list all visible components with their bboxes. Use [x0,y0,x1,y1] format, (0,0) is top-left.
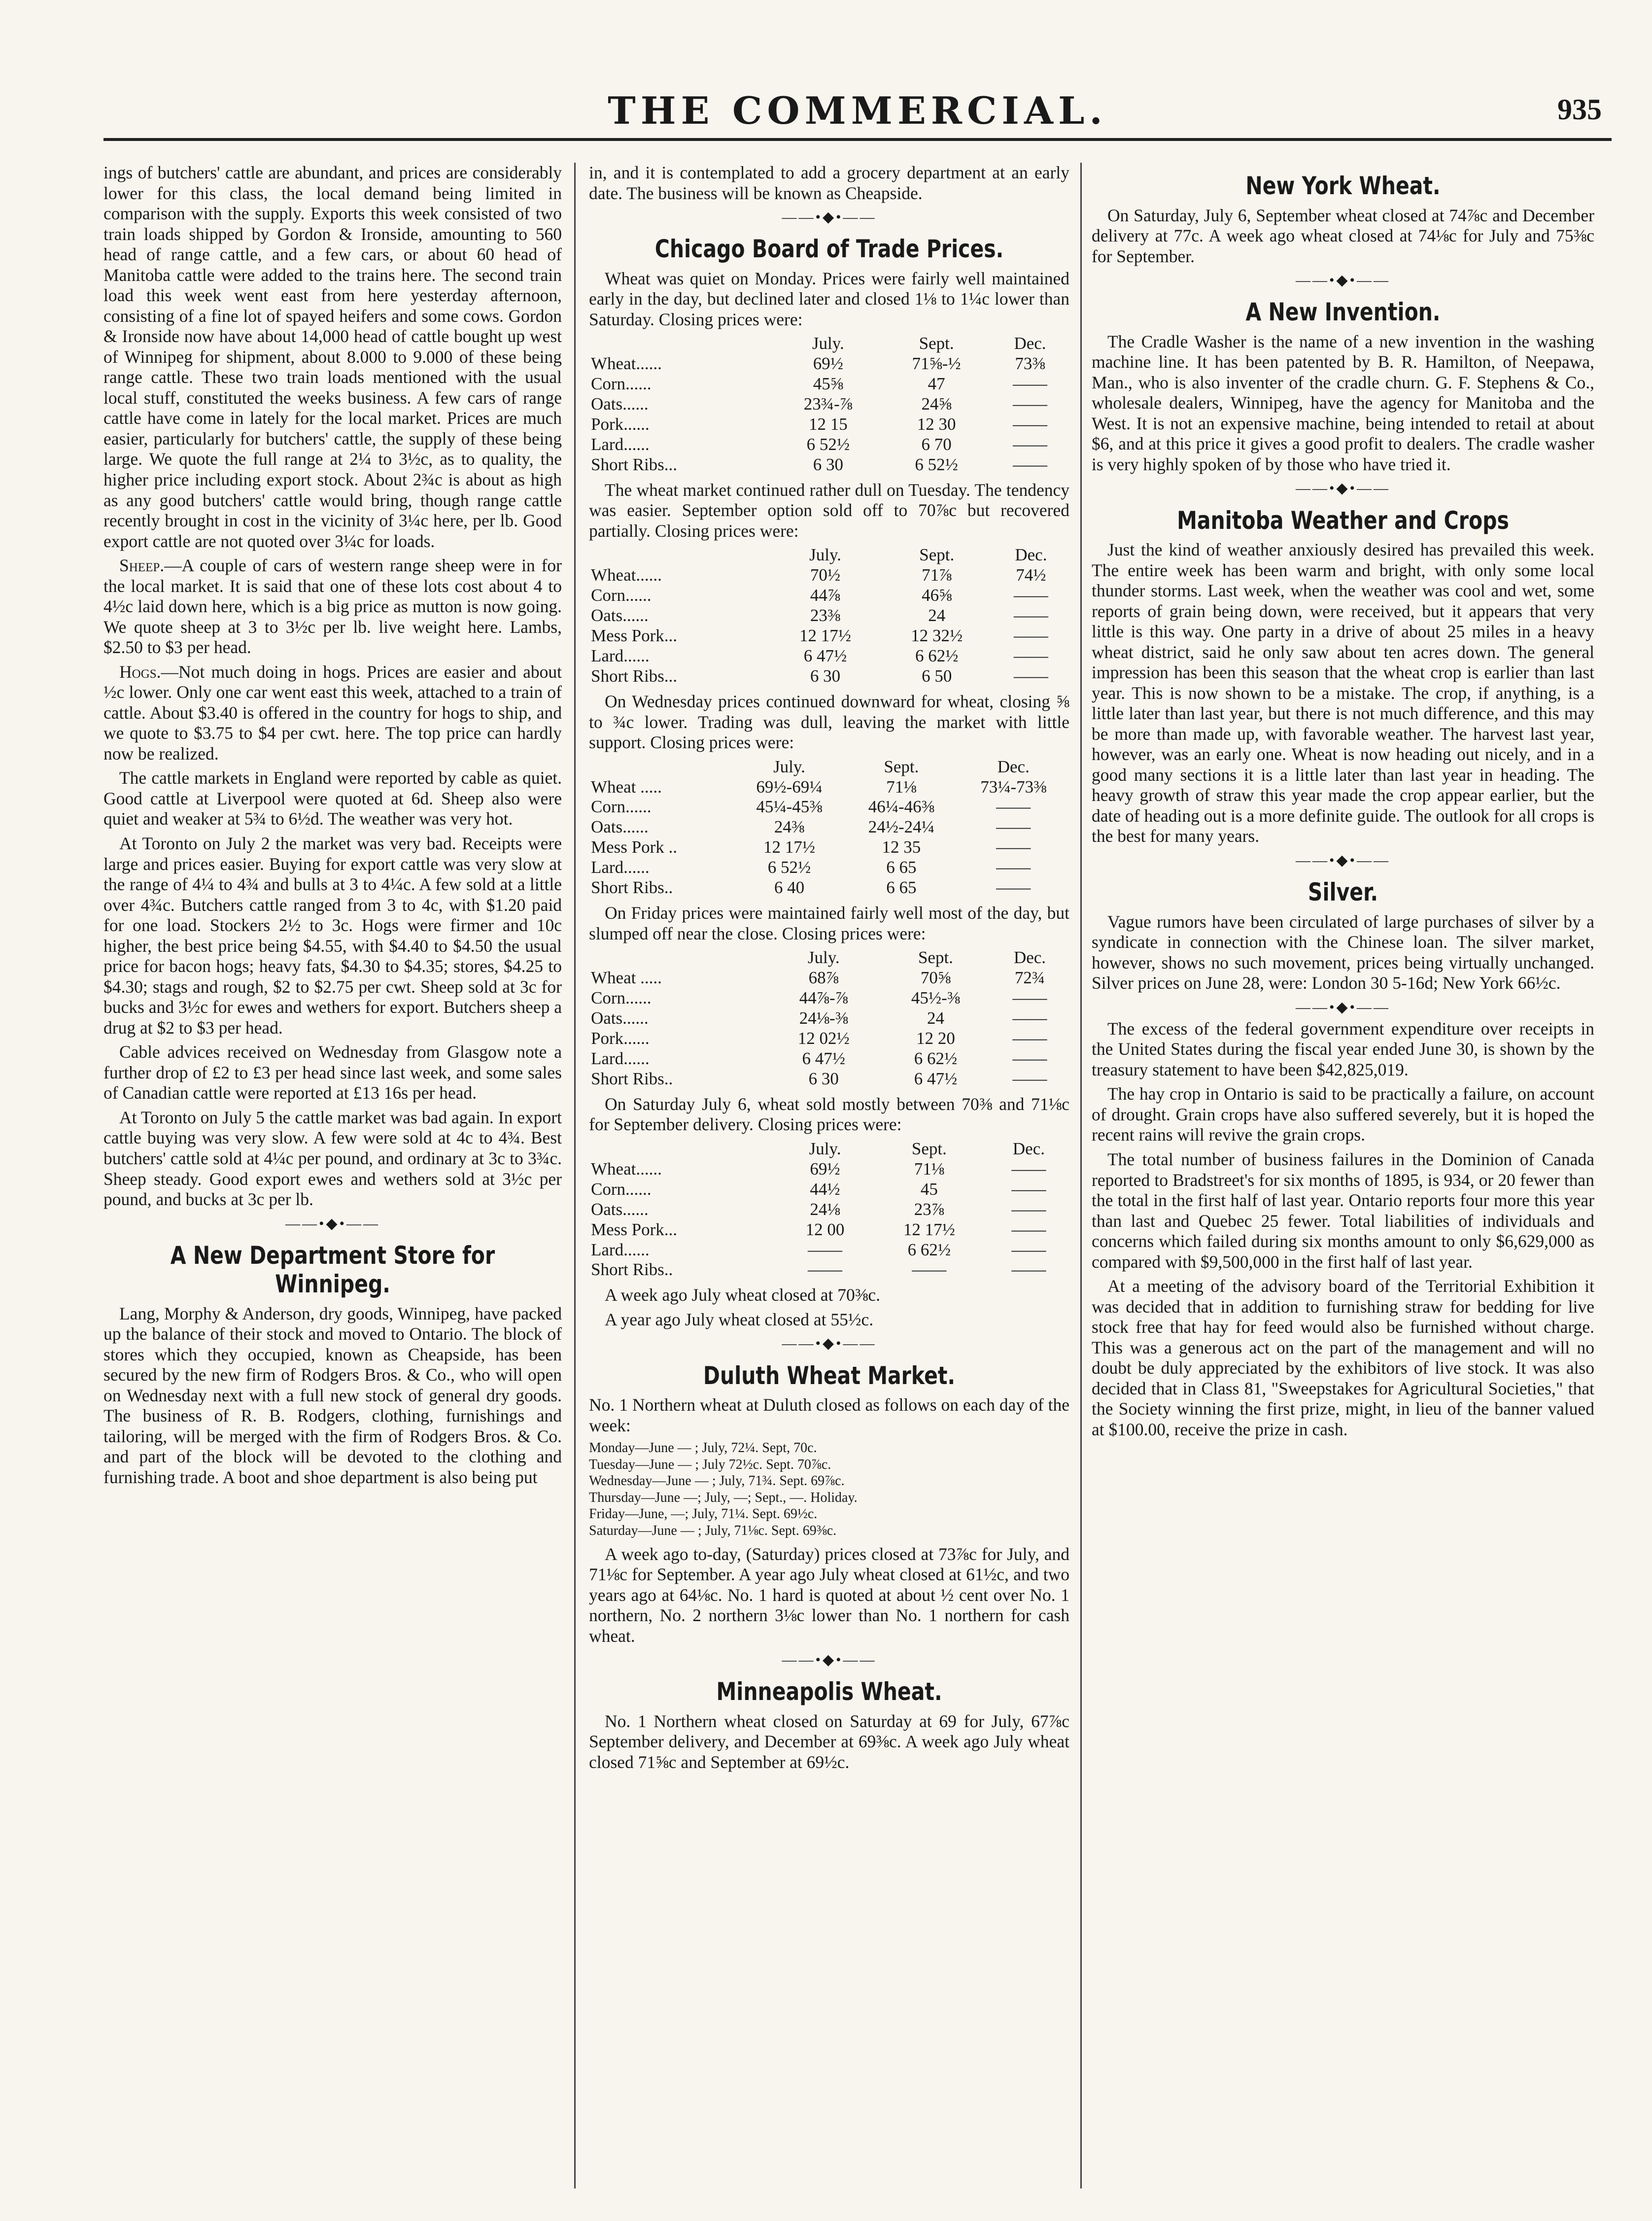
price-cell: 12 32½ [911,626,963,646]
ornament-divider: ——•◆•—— [1295,999,1391,1015]
cattle-paragraph: ings of butchers' cattle are abundant, and prices are considerably lower for this class, the local demand being limited in comparison with the supply. Exports this week consisted of two train loads shipped by Gordon & Ironside, amounting to 560 head of range cattle, and a few cars, or about 60 head of Manitoba cattle were added to the trains here. The second train load this week went east from here yesterday afternoon, consisting of a fine lot of spayed heifers and some cows. Gordon & Ironside now have about 14,000 head of cattle bought up west of Winnipeg for shipment, about 8.000 to 9.000 of these being range cattle. These two train loads mentioned with the usual local stuff, constituted the weeks business. A few cars of range cattle have come in lately for the local market. Prices are much easier, particularly for butchers' cattle, the supply of these being large. We quote the full range at 2¼ to 3½c, as to quality, the higher price including export stock. About 2¾c is about as high as any good butchers' cattle would bring, though range cattle recently brought in cost in the vicinity of 3¼c here, per lb. Good export cattle are not quoted over 3¼c for loads. [103,163,562,551]
price-cell: 6 30 [808,1069,839,1088]
price-cell: 24⅜ [774,817,805,837]
price-cell: 12 17½ [799,626,852,646]
price-cell: 12 20 [916,1028,955,1048]
column-header: Dec. [1015,545,1047,565]
price-cell: 23⅞ [914,1199,944,1219]
table-row [589,1008,1069,1029]
failures-paragraph: The total number of business failures in the Dominion of Canada reported to Bradstreet's for six months of 1895, is 934, or 20 fewer than the total in the first half of last year. Ontario reports four more this year than last and Quebec 25 fewer. Total liabilities of individuals and concerns which failed during six months amount to only $6,629,000 as compared with $9,500,000 in the first half of last year. [1092,1149,1594,1272]
england-paragraph: The cattle markets in England were reported by cable as quiet. Good cattle at Liverpool were quoted at 6d. Sheep also were quiet and weaker at 5¾ to 6½d. The weather was very hot. [103,768,562,829]
ornament-divider: ——•◆•—— [1295,852,1391,868]
column-header: Sept. [919,334,954,353]
duluth-day: Wednesday—June — ; July, 71¾. Sept. 69⅞c. [589,1473,845,1489]
column-header: Sept. [919,545,955,565]
price-cell: 6 62½ [907,1240,951,1259]
exhibition-paragraph: At a meeting of the advisory board of the Territorial Exhibition it was decided that in addition to furnishing straw for bedding for live stock free that hay for feed would also be furnished without charge. This was a generous act on the part of the management and will no doubt be duly appreciated by the exhibitors of live stock. It was also decided that in Class 81, "Sweepstakes for Agricultural Societies," that the Society winning the first prize, might, in lieu of the banner valued at $100.00, receive the prize in cash. [1092,1276,1594,1439]
table-row [589,1240,1069,1260]
price-cell: 12 00 [805,1219,845,1239]
commodity-cell: Pork...... [591,1028,650,1048]
table-row [589,1159,1069,1180]
table-row [589,565,1069,586]
price-cell: 73¼-73⅜ [980,777,1047,797]
price-cell: —— [1011,1179,1046,1199]
price-cell: 69½ [813,354,843,374]
commodity-cell: Mess Pork .. [591,837,678,857]
duluth-day: Thursday—June —; July, —; Sept., —. Holiday. [589,1490,858,1505]
price-table-saturday [589,1139,1069,1281]
price-cell: 12 02½ [797,1028,850,1048]
price-cell: 6 65 [886,858,917,877]
hogs-text: —Not much doing in hogs. Prices are easier and about ½c lower. Only one car went east this week, attached to a train of cattle. About $3.40 is offered in the country for hogs to ship, and we quote to $3.75 to $4 per cwt. here. The top price can hardly now be realized. [103,661,562,763]
price-cell: —— [1011,1260,1046,1280]
commodity-cell: Short Ribs.. [591,1069,673,1088]
price-cell: 24⅛ [810,1199,840,1219]
price-cell: 46⅝ [922,586,952,605]
commodity-cell: Mess Pork... [591,1219,678,1239]
table-row [589,1200,1069,1220]
week-ago-line: A week ago July wheat closed at 70⅜c. [605,1285,880,1305]
duluth-day: Tuesday—June — ; July 72½c. Sept. 70⅞c. [589,1457,831,1472]
price-cell: 24⅝ [921,394,952,414]
column-header: Dec. [1013,948,1046,968]
price-cell: —— [912,1260,947,1280]
price-cell: 71⅞ [922,565,952,585]
hay-paragraph: The hay crop in Ontario is said to be practically a failure, on account of drought. Grain crops have also suffered severely, but it is hoped the recent rains will revive the grain crops. [1092,1084,1594,1145]
price-cell: 12 30 [917,415,956,434]
price-cell: 73⅜ [1015,354,1045,374]
price-cell: 12 15 [808,415,848,434]
hogs-heading: Hogs. [119,661,161,682]
price-cell: 24½-24¼ [868,817,934,837]
price-cell: 74½ [1016,565,1046,585]
table-row [589,606,1069,626]
column-header: July. [773,757,805,776]
price-cell: —— [808,1260,843,1280]
ornament-divider: ——•◆•—— [285,1215,380,1232]
price-cell: —— [1011,1199,1046,1219]
price-cell: —— [1013,394,1047,414]
price-cell: —— [1011,1159,1046,1179]
price-cell: 6 50 [922,666,952,686]
table-header-row [589,948,1069,968]
price-cell: 69½-69¼ [756,777,823,797]
commodity-cell: Mess Pork... [591,626,678,646]
column-rule-1 [574,163,576,2188]
ornament-divider: ——•◆•—— [782,1335,877,1352]
commodity-cell: Pork...... [591,415,650,434]
price-cell: 12 17½ [903,1219,955,1239]
table-row [589,415,1069,435]
sheep-heading: Sheep. [119,555,165,576]
price-cell: 44⅞-⅞ [799,988,848,1008]
table-row [589,988,1069,1008]
table-row [589,646,1069,666]
price-cell: 70⅝ [920,968,951,988]
commodity-cell: Corn...... [591,797,652,817]
commodity-cell: Short Ribs.. [591,878,673,898]
commodity-cell: Wheat...... [591,565,662,585]
commodity-cell: Wheat ..... [591,777,662,797]
weather-paragraph: Just the kind of weather anxiously desired has prevailed this week. The entire week has been warm and bright, with only some local thunder storms. Last week, when the weather was cool and wet, some reports of grain being down, were received, but it appears that very little is this way. One party in a drive of about 25 miles in a heavy wheat district, said he only saw about ten acres down. The general impression has been this season that the wheat crop is earlier than last year. This is now shown to be a mistake. The crop, if anything, is a little later than last year, but there is not much difference, and this may be more than made up, with favorable weather. The harvest last year, however, was an early one. Wheat is now heading out nicely, and in a good many sections it is a little later than last year in heading. The heavy growth of straw this year made the crop appear earlier, but the date of heading out is a more definite guide. The outlook for all crops is the best for many years. [1092,540,1594,846]
ornament-divider: ——•◆•—— [782,209,877,226]
price-cell: —— [1012,1008,1047,1028]
monday-intro: Wheat was quiet on Monday. Prices were fairly well maintained early in the day, but declined later and closed 1⅛ to 1¼c lower than Saturday. Closing prices were: [589,268,1069,329]
commodity-cell: Wheat...... [591,354,662,374]
price-table-wednesday [589,757,1069,899]
table-row [589,374,1069,394]
friday-intro: On Friday prices were maintained fairly well most of the day, but slumped off near the close. Closing prices were: [589,903,1069,943]
table-row [589,968,1069,988]
table-header-row [589,545,1069,565]
column-header [589,757,733,777]
commodity-cell: Lard...... [591,858,650,877]
commodity-cell: Wheat ..... [591,968,662,988]
price-cell: 6 70 [921,434,952,454]
commodity-cell: Wheat...... [591,1159,662,1179]
price-cell: —— [1012,1069,1047,1088]
price-table-tuesday [589,545,1069,687]
price-cell: 6 40 [774,878,805,898]
table-header-row [589,334,1069,354]
duluth-day: Monday—June — ; July, 72¼. Sept, 70c. [589,1440,817,1456]
price-cell: 6 52½ [915,454,958,474]
ornament-divider: ——•◆•—— [782,1652,877,1668]
column-header: July. [809,545,841,565]
table-row [589,1069,1069,1089]
price-cell: 69½ [810,1159,840,1179]
price-cell: —— [1013,646,1048,666]
table-row [589,354,1069,374]
column-header: July. [807,948,840,968]
table-row [589,1260,1069,1280]
price-cell: 6 62½ [914,1048,958,1068]
new-york-paragraph: On Saturday, July 6, September wheat closed at 74⅞c and December delivery at 77c. A week ago wheat closed at 74⅛c for July and 75⅜c for September. [1092,205,1594,266]
table-row [589,777,1069,798]
commodity-cell: Lard...... [591,1048,650,1068]
commodity-cell: Short Ribs.. [591,1260,673,1280]
saturday-intro: On Saturday July 6, wheat sold mostly between 70⅜ and 71⅛c for September delivery. Closing prices were: [589,1094,1069,1135]
column-header: Dec. [997,757,1030,776]
price-cell: —— [808,1240,843,1259]
price-cell: 71⅛ [914,1159,944,1179]
tuesday-intro: The wheat market continued rather dull on Tuesday. The tendency was easier. September option sold off to 70⅞c but recovered partially. Closing prices were: [589,480,1069,541]
price-cell: 71⅝-½ [912,354,961,374]
price-cell: 24 [928,606,946,625]
page-number: 935 [1557,93,1602,126]
sheep-paragraph [103,555,562,658]
commodity-cell: Corn...... [591,988,652,1008]
column-2 [589,163,1069,2188]
column-header: Dec. [1014,334,1046,353]
column-header: Sept. [911,1139,947,1158]
price-cell: —— [1013,586,1048,605]
price-cell: 6 30 [813,454,843,474]
price-cell: 44½ [810,1179,840,1199]
commodity-cell: Lard...... [591,1240,650,1259]
column-header [589,334,774,354]
commodity-cell: Short Ribs... [591,454,678,474]
sheep-text: —A couple of cars of western range sheep were in for the local market. It is said that one of these lots cost about 4 to 4½c laid down here, which is a big price as mutton is now going. We quote sheep at 3 to 3½c per lb. live weight here. Lambs, $2.50 to $3 per head. [103,555,562,658]
price-cell: 6 52½ [806,434,850,454]
price-cell: 6 62½ [915,646,959,666]
price-cell: —— [1013,374,1047,394]
price-cell: 6 30 [810,666,841,686]
duluth-day: Friday—June, —; July, 71¼. Sept. 69½c. [589,1506,818,1522]
commodity-cell: Corn...... [591,374,652,394]
commodity-cell: Short Ribs... [591,666,678,686]
department-store-paragraph: Lang, Morphy & Anderson, dry goods, Winnipeg, have packed up the balance of their stock and moved to Ontario. The block of stores which they occupied, known as Cheapside, has been secured by the new firm of Rodgers Bros. & Co., who will open on Wednesday next with a full new stock of general dry goods. The business of R. B. Rodgers, clothing, furnishings and tailoring, will be merged with the firm of Rodgers Bros. & Co. and part of the block will be devoted to the clothing and furnishing trade. A boot and shoe department is also being put [103,1303,562,1487]
price-cell: —— [1013,454,1047,474]
price-cell: 6 47½ [803,646,847,666]
minneapolis-paragraph: No. 1 Northern wheat closed on Saturday at 69 for July, 67⅞c September delivery, and December at 69⅜c. A week ago July wheat closed 71⅝c and September at 69½c. [589,1711,1069,1772]
price-cell: 45¼-45⅜ [756,797,823,817]
commodity-cell: Oats...... [591,394,649,414]
price-cell: —— [996,817,1031,837]
price-cell: 12 17½ [763,837,815,857]
price-cell: —— [1011,1240,1046,1259]
price-cell: 70½ [810,565,841,585]
column-3 [1092,163,1594,2188]
price-cell: 6 47½ [802,1048,846,1068]
column-header: July. [812,334,844,353]
newspaper-title: THE COMMERCIAL. [608,89,1107,133]
table-row [589,1049,1069,1069]
price-cell: 24 [927,1008,944,1028]
price-cell: 47 [928,374,945,394]
commodity-cell: Oats...... [591,817,649,837]
column-header: Sept. [884,757,919,776]
column-header [589,545,769,565]
new-york-heading: New York Wheat. [1245,172,1441,200]
table-header-row [589,1139,1069,1159]
department-store-heading: A New Department Store for Winnipeg. [170,1241,495,1299]
price-cell: 44⅞ [810,586,841,605]
price-cell: —— [996,797,1031,817]
column-rule-2 [1080,163,1082,2188]
column-1 [103,163,562,2188]
table-row [589,858,1069,878]
price-cell: —— [996,837,1031,857]
column-header: July. [809,1139,841,1158]
commodity-cell: Oats...... [591,606,649,625]
price-cell: 45½-⅜ [911,988,961,1008]
price-table-friday [589,948,1069,1089]
price-cell: 6 65 [886,878,917,898]
minneapolis-heading: Minneapolis Wheat. [716,1677,942,1706]
duluth-daily-list [589,1440,1069,1539]
hogs-paragraph [103,662,562,764]
table-row [589,626,1069,646]
masthead [103,84,1612,141]
price-cell: —— [1012,1048,1047,1068]
price-cell: —— [1012,988,1047,1008]
price-cell: 23⅜ [810,606,841,625]
price-cell: 12 35 [882,837,921,857]
table-row [589,394,1069,415]
table-row [589,878,1069,898]
price-cell: 45⅝ [813,374,843,394]
table-row [589,666,1069,687]
ornament-divider: ——•◆•—— [1295,480,1391,497]
silver-paragraph: Vague rumors have been circulated of large purchases of silver by a syndicate in connection with the Chinese loan. The silver market, however, shows no such movement, prices being virtually unchanged. Silver prices on June 28, were: London 30 5-16d; New York 66½c. [1092,911,1594,993]
glasgow-paragraph: Cable advices received on Wednesday from Glasgow note a further drop of £2 to £3 per head since last week, and some sales of Canadian cattle were reported at £13 16s per head. [103,1042,562,1103]
continuation-paragraph: in, and it is contemplated to add a grocery department at an early date. The business will be known as Cheapside. [589,163,1069,203]
price-cell: —— [1013,626,1048,646]
table-row [589,435,1069,455]
price-cell: 72¾ [1014,968,1045,988]
price-cell: —— [1013,666,1048,686]
table-row [589,1180,1069,1200]
duluth-day: Saturday—June — ; July, 71⅛c. Sept. 69⅜c. [589,1523,837,1539]
price-cell: 71⅛ [886,777,917,797]
price-cell: —— [1012,1028,1047,1048]
column-header [589,948,766,968]
table-row [589,1029,1069,1049]
duluth-heading: Duluth Wheat Market. [703,1361,956,1390]
price-cell: —— [996,878,1031,898]
price-cell: —— [1013,415,1047,434]
column-header: Sept. [918,948,953,968]
table-row [589,1220,1069,1240]
price-cell: 23¾-⅞ [803,394,853,414]
table-row [589,837,1069,858]
commodity-cell: Corn...... [591,586,652,605]
price-cell: —— [1013,434,1047,454]
price-cell: 6 47½ [914,1069,958,1088]
commodity-cell: Oats...... [591,1199,649,1219]
price-cell: 68⅞ [808,968,839,988]
invention-paragraph: The Cradle Washer is the name of a new invention in the washing machine line. It has been patented by B. R. Hamilton, of Neepawa, Man., who is also inventer of the cradle churn. G. F. Stephens & Co., wholesale dealers, Winnipeg, have the agency for Manitoba and the West. It is not an expensive machine, being intended to retail at about $6, and at this price it gives a good profit to dealers. The cradle washer is very highly spoken of by those who have tried it. [1092,331,1594,474]
commodity-cell: Corn...... [591,1179,652,1199]
price-cell: —— [1013,606,1048,625]
weather-heading: Manitoba Weather and Crops [1177,506,1509,535]
commodity-cell: Lard...... [591,434,650,454]
invention-heading: A New Invention. [1245,298,1441,327]
toronto-july2-paragraph: At Toronto on July 2 the market was very bad. Receipts were large and prices easier. Buying for export cattle was very slow at the range of 4¼ to 4¾ and bulls at 3 to 4¼c. A few sold at a little over 4¾c. Butchers cattle ranged from 3 to 4c, with $1.20 paid for one load. Stockers 2½ to 3c. Hogs were firmer and 10c higher, the best price being $4.55, with $4.40 to $4.50 the usual price for bacon hogs; heavy fats, $4.30 to $4.35; stores, $4.25 to $4.30; stags and rough, $2 to $2.75 per cwt. Sheep sold at 3c for bucks and 3½c for ewes and wethers for export. Butchers sheep a drug at $2 to $3 per head. [103,833,562,1038]
table-row [589,455,1069,475]
silver-heading: Silver. [1308,878,1378,907]
price-cell: 46¼-46⅜ [868,797,934,817]
table-row [589,586,1069,606]
duluth-intro: No. 1 Northern wheat at Duluth closed as follows on each day of the week: [589,1395,1069,1435]
price-cell: 6 52½ [767,858,811,877]
price-cell: —— [1011,1219,1046,1239]
chicago-heading: Chicago Board of Trade Prices. [654,235,1004,264]
federal-paragraph: The excess of the federal government expenditure over receipts in the United States during the fiscal year ended June 30, is shown by the treasury statement to have been $42,825,019. [1092,1018,1594,1079]
ornament-divider: ——•◆•—— [1295,272,1391,289]
column-header: Dec. [1012,1139,1045,1158]
year-ago-line: A year ago July wheat closed at 55½c. [605,1309,874,1329]
price-cell: 24⅛-⅜ [799,1008,848,1028]
price-cell: 45 [920,1179,938,1199]
wednesday-intro: On Wednesday prices continued downward for wheat, closing ⅝ to ¾c lower. Trading was dull, leaving the market with little support. Closing prices were: [589,691,1069,753]
column-header [589,1139,780,1159]
duluth-paragraph: A week ago to-day, (Saturday) prices closed at 73⅞c for July, and 71⅛c for September. A year ago July wheat closed at 61½c, and two years ago at 64⅛c. No. 1 hard is quoted at about ½ cent over No. 1 northern, No. 2 northern 3⅛c lower than No. 1 northern for cash wheat. [589,1544,1069,1646]
price-cell: —— [996,858,1031,877]
commodity-cell: Lard...... [591,646,650,666]
toronto-july5-paragraph: At Toronto on July 5 the cattle market was bad again. In export cattle buying was very slow. A few were sold at 4c to 4¾. Best butchers' cattle sold at 4¼c per pound, and ordinary at 3c to 3¾c. Sheep steady. Good export ewes and wethers sold at 3½c per pound, and bucks at 3c per lb. [103,1107,562,1210]
table-row [589,817,1069,837]
commodity-cell: Oats...... [591,1008,649,1028]
table-row [589,797,1069,817]
price-table-monday [589,334,1069,475]
table-header-row [589,757,1069,777]
